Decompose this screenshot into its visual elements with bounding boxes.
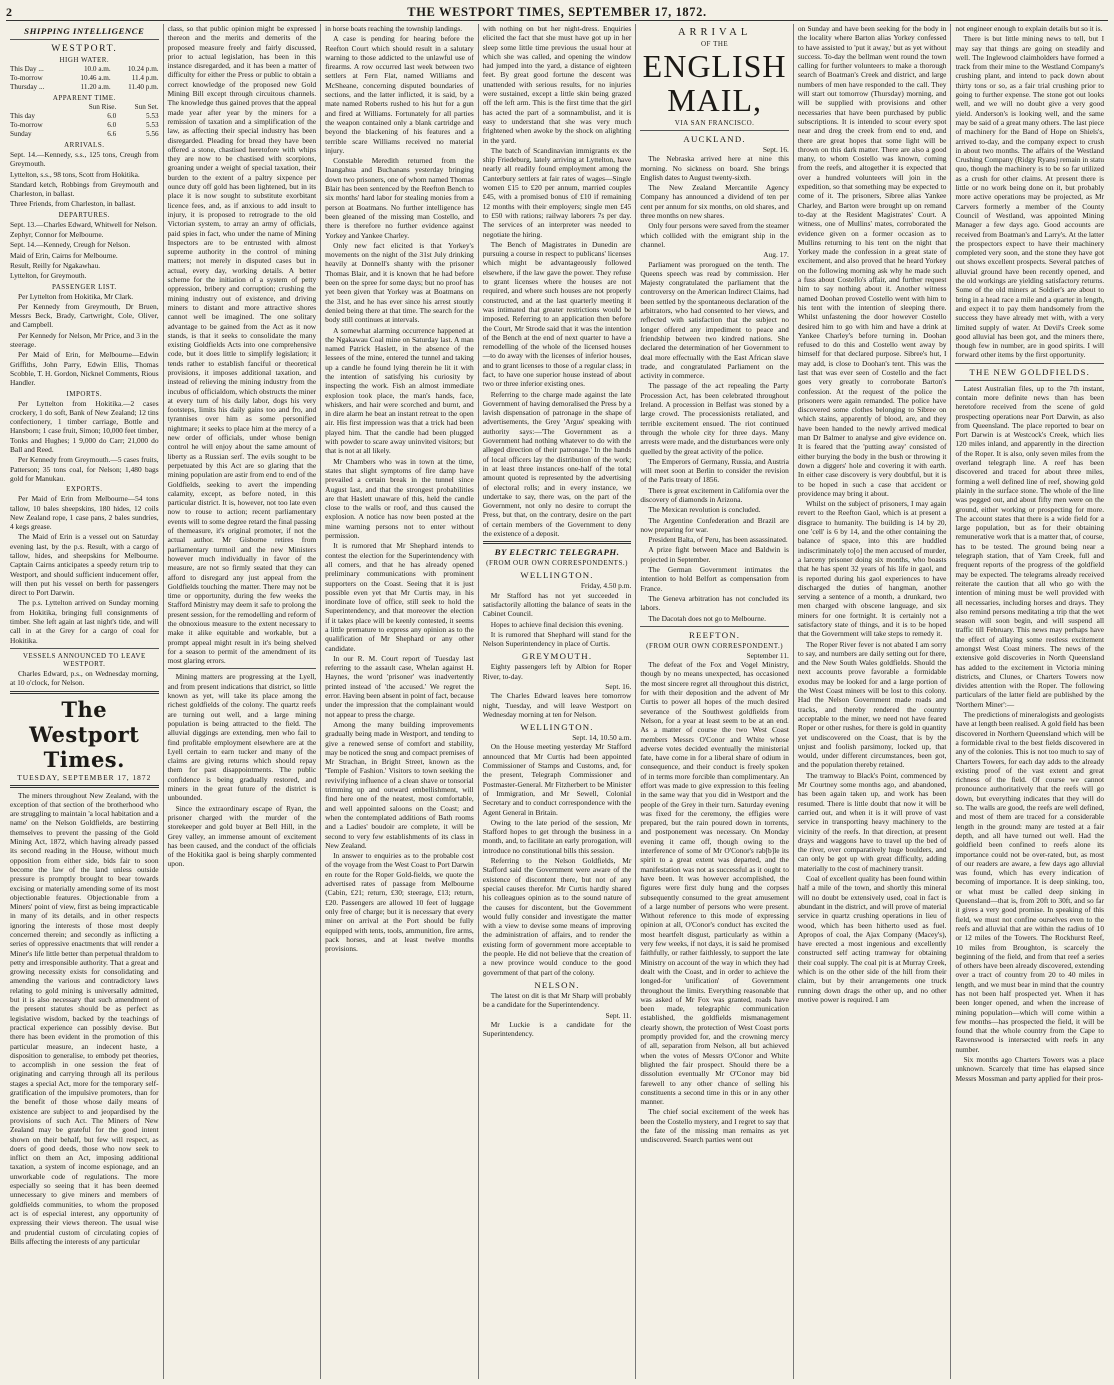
list-item: Maid of Erin, Cairns for Melbourne. (10, 250, 118, 260)
dispatch-date: Sept. 14, 10.50 a.m. (572, 733, 632, 743)
telegraph-subtitle: (FROM OUR OWN CORRESPONDENTS.) (486, 559, 628, 568)
dateline-wellington-2: WELLINGTON. (520, 722, 594, 733)
dispatch-paragraph: A prize fight between Mace and Baldwin is projected in September. (640, 545, 789, 564)
article-paragraph: It is rumored that Mr Shephard intends to contest the election for the Superintendency with all comers, and that he has already opened preliminary communications with prominent supporters on the Coast. Seeing that it is just possible even yet that Mr Curtis may, in his inordinate love of office, still seek to hold the Superintendency, and that moreover the election if it takes place will be keenly contested, it seems a little premature to express any opinion as to the qualification of Mr Shephard or any other candidate. (325, 541, 474, 653)
list-item: Per Kennedy from Greymouth, Dr Bruen, Messrs Beck, Brady, Cartwright, Cole, Oliver, and Campbell. (10, 301, 159, 330)
dispatch-date: Sept. 16. (605, 682, 632, 691)
article-paragraph: Among the many building improvements gradually being made in Westport, and tending to give a renewed sense of comfort and stability, may be noticed the snug and compact premises of Mr Strachan, in Bright Street, known as the 'Temple of Fashion.' Visitors to town seeking the revivifying influence of a clean shave or tonsorial trimming up and outward embellishment, will find here one of the neatest, most comfortable, and well appointed saloons on the Coast; and when the contemplated additions of Bath rooms and a Ladies' boudoir are complete, it will be second to very few establishments of its class in New Zealand. (325, 719, 474, 850)
article-paragraph: In our R. M. Court report of Tuesday last referring to the assault case, Whelan against H. Haynes, the word 'prisoner' was inadvertently printed instead of 'the accused.' We regret the error. Having been absent in point of fact, because under the impression that the complainant would not appear to press the charge. (325, 653, 474, 719)
list-item: Zephyr, Connor for Melbourne. (10, 230, 104, 240)
list-item: Lyttelton, s.s., 98 tons, Scott from Hokitika. (10, 169, 140, 179)
list-item: Sept. 13.—Charles Edward, Whitwell for Nelson. (10, 219, 158, 229)
dispatch-paragraph: The Charles Edward leaves here tomorrow night, Tuesday, and will leave Westport on Wednesday morning at ten for Nelson. (482, 691, 632, 719)
dateline-auckland: AUCKLAND. (683, 134, 746, 144)
telegraph-title: BY ELECTRIC TELEGRAPH. (494, 547, 620, 558)
dispatch-paragraph: The passage of the act repealing the Party Procession Act, has been celebrated throughout Ireland. A procession in Belfast was stoned by a large crowd. The processionists retaliated, and terrible excitement ensued. The riot continued through the whole city for three days. Many arrests were made, and the disturbances were only quelled by the great activity of the police. (640, 381, 789, 456)
running-title: THE WESTPORT TIMES, SEPTEMBER 17, 1872. (407, 5, 707, 19)
article-paragraph: Constable Meredith returned from the Inangahua and Buchanans yesterday bringing down two prisoners, one of whom named Thomas Blair has been sentenced by the Reefton Bench to six months' hard labor for stealing monies from a person at Boatmans. No further intelligence has been gleaned of the missing man Costello, and there is therefore no further evidence against Yorkey and Yankee Charley. (325, 156, 474, 240)
column-6 (794, 24, 952, 1379)
departures-title: DEPARTURES. (58, 210, 110, 219)
list-item: Per Maid of Erin from Melbourne—54 tons tallow, 10 bales sheepskins, 180 hides, 12 coils New Zealand rope, 1 case pans, 2 bales sundries, 4 kegs grease. (10, 494, 159, 532)
dispatch-paragraph: The chief social excitement of the week has been the Costello mystery, and I regret to say that the fate of the missing man remains as yet undiscovered. Search parties went out (640, 1107, 789, 1145)
article-paragraph: Referring to the charge made against the late Government of having demoralised the Press by a lavish dispensation of patronage in the shape of advertisements, the Grey 'Argus' speaking with authority says:—'The Government as a Government had nothing whatever to do with the alleged direction of their patronage.' In the hands of local officers lay the distribution of the work; in at least three instances one-half of the total amount quoted is represented by the advertising of electoral rolls; and in every instance, we undertake to say, there was, on the part of the Government, not only no desire to corrupt the Press, but that, on the contrary, desire on the part of certain members of the Government to deny the existence of a deposit. (482, 389, 632, 539)
apparent-time-title: APPARENT TIME. (52, 94, 116, 102)
list-item: Result, Reilly for Ngakawhau. (10, 260, 101, 270)
page-number: 2 (6, 5, 12, 19)
dispatch-date: Friday, 4.50 p.m. (580, 581, 632, 591)
dispatch-paragraph: The Emperors of Germany, Russia, and Austria will meet soon at Berlin to consider the revision of the Paris treaty of 1856. (640, 456, 789, 485)
column-1 (6, 24, 164, 1379)
dispatch-date: Aug. 17. (763, 250, 789, 260)
paper-title: The Westport Times. (29, 696, 140, 772)
table-row: To-morrow 10.46 a.m. 11.4 p.m. (10, 74, 159, 82)
dateline-nelson: NELSON. (534, 979, 580, 990)
list-item: Per Kennedy for Nelson, Mr Price, and 3 in the steerage. (10, 330, 159, 350)
article-paragraph: Mr Chambers who was in town at the time, states that slight symptoms of fire damp have prevailed a certain break in the tunnel since August last, and that the strongest probabilities are that Haslett unaware of this, held the candle close to the walls or roof, and thus caused the explosion. A notice has now been posted at the mine warning persons not to enter without permission. (325, 456, 474, 541)
shipping-title: SHIPPING INTELLIGENCE (24, 26, 145, 36)
article-paragraph: Six months ago Charters Towers was a place unknown. Scarcely that time has elapsed since Messrs Mossman and party applied for their pros- (955, 1055, 1105, 1083)
dispatch-paragraph: Parliament was prorogued on the tenth. The Queens speech was read by commission. Her Majesty congratulated the parliament that the controversy on the American Indirect Claims, had been settled by the spontaneous declaration of the arbitrators, who had consented to her views, and reflected with satisfaction that the subject no longer offered any impediment to peace and friendship between two kindred nations. She declared the determination of her Government to deal more effectually with the East African slave trade, and congratulated Parliament on the activity in commerce. (640, 259, 789, 381)
dateline-reefton: REEFTON. (688, 629, 741, 640)
table-row: Sun Rise. Sun Set. (88, 103, 159, 111)
table-row: Thursday ... 11.20 a.m. 11.40 p.m. (10, 83, 159, 91)
english-mail-title: ENGLISH MAIL, (642, 48, 787, 118)
list-item: Sept. 14.—Kennedy, Creugh for Nelson. (10, 240, 131, 250)
imports-title: IMPORTS. (66, 389, 103, 398)
dispatch-paragraph: The Argentine Confederation and Brazil are now preparing for war. (640, 515, 789, 534)
column-7 (951, 24, 1108, 1379)
dispatch-paragraph: The German Government intimates the intention to hold Belfort as compensation from France. (640, 565, 789, 593)
dateline-wellington: WELLINGTON. (520, 570, 594, 581)
of-the-label: OF THE (701, 40, 729, 48)
article-paragraph: on Sunday and have been seeking for the body in the locality where Barton alias Yorkey confessed to have assisted to 'put it away,' but as yet without success. To-day the bellman went round the town calling for further volunteers to make a thorough search of Boatman's Creek and district, and large numbers of men have responded to the call. They will start out tomorrow (Thursday) morning, and will be supplied with provisions and other necessaries that have been purchased by public subscriptions. It is intended to scour every spot near and dreg the creek from end to end, and there are great hopes that some light will be thrown on this dark matter. There are also a good many, to whom Costello was known, coming from the reefs, and altogether it is expected that over a hundred volunteers will join in the expedition, so that something may be expected to come of it. The prisoners, Sibree alias Yankee Charley, and Barton were brought up on remand to-day at the Resident Magistrates' Court. A witness, one of Mullins' mates, corroborated the evidence given on a former occasion as to Mullins returning to his tent on the night that Yorkey made the confession in a great state of excitement, and also proved that he heard Yorkey on the following morning ask why he made such a fuss about Costello's affair, and further request him to say nothing about it. Another witness named Doohan proved Costello went with him to his tent with the intention of sleeping there. Whilst unfastening the door however Costello desired him to go with him and have a drink at Yankee Charley's before turning in. Doohan refused to do this and Costello went away by himself for that declared purpose. Sibree's hut, I may add, is close to Doohan's tent. This was the last that was ever seen of Costello and the fact goes very greatly to corroborate Barton's confession. At the request of the police the prisoners were again remanded. The police have discovered some clothes belonging to Sibree on which stains, apparently of blood, are, and they have been handed to the newly arrived medical man Dr Balmer to analyse and give evidence on. It is feared that the 'putting away' consisted of either burying the body in the bush or throwing it down a diggers' hole and covering it with earth. In either case discovery is very doubtful, but it is to be hoped in such a case that accident or providence may bring it about. (797, 24, 947, 498)
exports-title: EXPORTS. (66, 485, 103, 494)
vessels-text: Charles Edward, p.s., on Wednesday morning, at 10 o'clock, for Nelson. (10, 668, 159, 688)
article-paragraph: class, so that public opinion might be expressed thereon and the merits and demerits of the proposed measure freely and fairly discussed, prior to actual legislation, has been in this instance disregarded, and it has been a matter of difficulty for either the Press or public to obtain a correct knowledge of the proposed new Gold Mining Bill except through circuitous channels. The knowledge thus gained proves that the appeal made year after year by the miners for a remission of taxation and a simplification of the law, as affecting their special industry has been disregarded. Pleading for bread they have been offered a stone, chastised heretofore with whips they are now to be chastised with scorpions, groaning under a weight of special taxation, their burden to the extent of a paltry sixpence per ounce duty off gold has been lightened, but in its place it is now sought to substitute exorbitant licence fees, and, as if anxious to add insult to injury, it is proposed to retrograde to the old Victorian system, to array an army of officials, paid spies in fact, who under the name of Mining Inspectors are to be entrusted with almost supreme authority in the control of mining matters; not merely in disputed cases but in actual, every day, working details. A better scheme for the initiation of a system of petty oppression, bribery and corruption; crushing the mining industry out of existence, and driving miners to distant and more attractive shores cannot well be imagined. The one solitary advantage to be gained from the Act as it now stands, is that it seeks to consolidate the many existing Goldfields Acts into one comprehensive code, but it does little to simplify legislation; it tends rather to establish fanciful or theoretical provisions, it imposes additional taxation, and instead of relieving the mining industry from the incubus of officialdom, which obstructs the miner at every turn of his daily labor, dogs his very footsteps, limits his daily gains too and fro, and tyrannises over him as some personified nightmare; it seeks to place him at the mercy of a new order of officials, under whose benign control he will enjoy about the same amount of liberty as a Russian serf. The evils sought to be perpetuated by this Act are so glaring that the mining population are astir from end to end of the Goldfields, seeking to avert the impending calamity, except, as before noted, in this particular district. It is, however, not too late even now to rouse to action; recent parliamentary events will to some degree retard the final passing of themeasure, it's original promoter, if not the actual author. Mr Gisborne retires from parliamentary turmoil and the new Ministers however much individually in favor of the measure, are not so firmly seated that they can afford to disregard any just appeal from the Goldfields touching the matter. There may not be time or opportunity, during the few weeks the Stafford Ministry may deem it safe to prolong the present session, for the remodelling and reform of the obnoxious measure to the extent necessary to make it alike equitable and workable, but a prompt appeal might result in it's being shelved for a season to permit of the amendment of its most glaring errors. (167, 24, 317, 666)
columns (6, 24, 1108, 1379)
column-2 (164, 24, 322, 1379)
passenger-title: PASSENGER LIST. (51, 282, 117, 291)
dispatch-date: September 11. (746, 650, 789, 660)
article-paragraph: Whilst on the subject of prisoners, I may again revert to the Reefton Gaol, which is at present a disgrace to humanity. The building is 14 by 20, one 'cell' is 6 by 14, and the other containing the balance of space, into this are huddled indiscriminately to[o] the men accused of murder, a larceny prisoner doing six months, who boasts that he has spent 32 years of his life in gaol, and is reported during his gaol experiences to have discharged the duties of hangman, another serving a sentence of a month, a drunkard, two men charged with obscene language, and six miners for one fortnight. It is certainly not a satisfactory state of things, and it is to be hoped that the Government will take steps to remedy it. (797, 499, 947, 639)
article-paragraph: Only new fact elicited is that Yorkey's movements on the night of the 31st July drinking heavily at Donnell's shanty with the prisoner Thomas Blair, and it is known that he had before been on the spree for some days; but no proof has yet been given that Yorkey was at Boatmans on the 31st, and he has ever since his arrest stoutly denied being there at that time. The search for the body still continues at intervals. (325, 240, 474, 325)
article-paragraph: Latest Australian files, up to the 7th instant, contain more definite news than has been heretofore received from the scene of gold prospecting operations near Port Darwin, as also from Queensland. The place reported to bear on Port Darwin is at Westcock's Creek, which lies 120 miles inland, and apparently in the direction of the Roper. It is also, only seven miles from the overland telegraph line. A reef has been discovered and traced for about three miles, forming a well defined line of reef, showing gold plainly in the surface stone. The whole of the line was pegged out, and about fifty men were on the ground, either working or prospecting for more. The account states that there is a wide field for a large population, but as for their obtaining remunerative work that is a matter that, of course, has to be tested. The ground being near a telegraph station, that of Yam Creek, full and frequent reports of the progress of the goldfield may be expected. The telegrams already received reiterate the caution that all who go with the intention of mining must be well provided with all necessaries, including horses and drays. They also remind persons meditating a trip that the wet season will soon begin, and will suspend all traffic till February. This news may perhaps have the effect of allaying some restless excitement amongst West Coast miners. The news of the extensive gold discoveries in North Queensland has added to the excitement in Victoria mining districts, and Clunes, or Charters Towers now divides attention with the Roper. The following particulars of the latter field are published by the 'Northern Miner':— (955, 383, 1105, 709)
dispatch-paragraph: The Geneva arbitration has not concluded its labors. (640, 593, 789, 613)
article-paragraph: The Bench of Magistrates in Dunedin are pursuing a course in respect to publicans' licenses which might be advantageously followed elsewhere, if the law gave the power. They refuse to grant licenses where the houses are not required, and where such houses are not properly constructed, and at the last quarterly meeting it was intimated that greater restrictions would be imposed. Referring to an application then before the Court, Mr Strode said that it was the intention of the Bench at the end of next quarter to have a remodelling of the whole of the licensed houses—to do away with the licenses of inferior houses, and to grant licenses to those of a regular class; in fact, to have one superior house instead of about two or three inferior existing ones. (482, 239, 632, 389)
dispatch-paragraph: Eighty passengers left by Albion for Roper River, to-day. (482, 662, 632, 681)
running-header (6, 4, 1108, 21)
column-5 (636, 24, 794, 1379)
dispatch-paragraph: The New Zealand Mercantile Agency Company has announced a dividend of ten per cent per annum for six months, on old shares, and three months on new shares. (640, 183, 789, 221)
table-row: This day 6.0 5.53 (10, 112, 159, 120)
arrivals-title: ARRIVALS. (64, 141, 105, 149)
article-paragraph: Coal of excellent quality has been found within half a mile of the town, and shortly this mineral will no doubt be extensively used, coal in fact is abundant in the district, and will prove of material service in quartz crushing operations in lieu of wood, which has been hitherto used as fuel. Apropos of coal, the Ajax Company (Macey's), have erected a most ingenious and excellently constructed self acting tramway for obtaining their coal supply. The coal pit is at Murray Creek, which is on the other side of the hill from their claim, but by their arrangements one truck running down drags the other up, and no other motive power is required. I am (797, 874, 947, 1004)
via-label: VIA SAN FRANCISCO. (674, 119, 755, 127)
port-title: WESTPORT. (51, 43, 118, 54)
list-item: Sept. 14.—Kennedy, s.s., 125 tons, Creugh from Greymouth. (10, 150, 159, 169)
article-paragraph: The predictions of mineralogists and geologists have at length been realised. A gold field has been discovered in Northern Queensland which will be a formidable rival to the best fields discovered in any of the colonies. This is not too much to say of Charters Towers, for each day adds to the already existing proof of the vast extent and great richness of the field. Of course we cannot pronounce authoritatively that the reefs will go down, but everything indicates that they will do so. The walls are good, the reefs are well defined, and most of them are traced for a considerable length in the ground: many are tested at a fair depth, and all have turned out well. Had the goldfield been confined to reefs alone its importance could not be over-rated, but, as most of our readers are aware, a few days ago alluvial was found, which has every indication of becoming of importance. It is deep sinking, too, or what must be called deep sinking in Queensland—that is, from 20ft to 30ft, and so far it gives a very good promise. In speaking of this field, we must not confine ourselves even to the reefs and alluvial that are within the radius of 10 or 12 miles of the Towers. The Rockhurst Reef, 10 miles from Broughton, is scarcely the beginning of the field, and from that reef a series of others have been already discovered, extending over a tract of country from 20 to 40 miles in length, and we must bear in mind that the country has not been half prospected yet. When it has been longer opened, and when the increase of mining population—which will come within a few months—has prospected the field, it will be found that the whole country from the Cape to Ravenswood is intersected with reefs in any number. (955, 710, 1105, 1054)
article-paragraph: The tramway to Black's Point, commenced by Mr Courtney some months ago, and abandoned, has been again taken up, and work has been resumed. There is little doubt that now it will be carried out, and when it is it will prove of vast service in transporting heavy machinery to the vicinity of the reefs. In that direction, at present drays and waggons have to travel up the bed of the river, over comparatively huge boulders, and can only be got up with great difficulty, adding materially to the cost of machinery transit. (797, 770, 947, 873)
editorial-text: The miners throughout New Zealand, with the exception of that section of the brotherhood who are struggling to maintain 'a local habitation and a name' on the Nelson Goldfields, are bestirring themselves to prevent the passing of the Gold Mining Act, 1872, which having already passed its second reading in the House, without much opposition from either side, bids fair to soon become the law of the land unless outside pressure is promptly brought to bear towards excising or materially amending some of its most objectionable features. Objectionable from a Miners' point of view, first as being impracticable in many of its details, and in other respects ignoring the interests of those most deeply concerned therein; and secondly as inflicting a series of oppressive enactments that will render a Miner's life little better than perpetual thraldom to petty and irresponsible authority. That a great and growing necessity exists for consolidating and amending the various and contradictory laws relating to gold mining is universally admitted, but it is also necessary that such amendment of the present statutes should be as perfect as legislative wisdom, backed by the teachings of practical experience can possibly devise. But there has been evident in the promotion of this particular measure, an indecent haste, a disposition to generalise, to embody pet theories, to accomplish in one session the feat of originating and carrying through all its perilous stages a special Act, more for the temporary self-gratification of the impulsive promoters, than for the benefit of those whose daily means of existence are subject to and jeopardised by the provisions of such Act. The Miners of New Zealand may be grateful for the good intent shown on their behalf, but few will respect, as doers of good deeds, those who now seek to inflict on them an Act, imposing additional taxation, a system of income espionage, and an unworkable code of regulations. The more especially so seeing that it has been deemed unnecessary to give miners and members of goldfields communities, to whom the proposed act is of especial interest, any opportunity of expressing their views thereon. The usual wise and prudential custom of circulating copies of Bills affecting the interests of any particular (10, 790, 159, 1246)
arrival-title: ARRIVAL (677, 27, 752, 38)
vessels-title: VESSELS ANNOUNCED TO LEAVE WESTPORT. (22, 651, 146, 668)
article-paragraph: A somewhat alarming occurrence happened at the Ngakawau Coal mine on Saturday last. A man named Patrick Haslett, in the absence of the lessees of the mine, entered the tunnel and taking up a candle he found lying therein he lit it with the intention of satisfying his curiosity by inspecting the work. Fish an almost immediate explosion took place, the man's hands, face, whiskers, and hair were scorched and burnt, and in dire alarm he beat an instant retreat to the open air. His first impression was that a trick had been played him. That the candle had been plugged with powder to scare away uninvited visitors; but that is not at all likely. (325, 325, 474, 456)
list-item: Per Lyttelton from Hokitika, Mr Clark. (18, 291, 134, 301)
dispatch-paragraph: President Balta, of Peru, has been assassinated. (648, 535, 788, 545)
article-paragraph: in horse boats reaching the township landings. (325, 24, 463, 33)
dispatch-date: Sept. 11. (605, 1010, 632, 1020)
article-paragraph: A case is pending for hearing before the Reefton Court which should result in a salutary warning to those addicted to the unlawful use of firearms. A row occurred last week between two settlers at Fern Flat, named Williams and McSheane, concerning disputed boundaries of sections, and the latter inflicted, it is said, by a mate named Roberts rushed to his hut for a gun and fired at Williams. Fortunately for all parties the weapon contained only a blank cartridge and beyond the blackening of his features and a terrible scare Williams received no material injury. (325, 34, 474, 155)
high-water-table (10, 65, 159, 92)
dispatch-paragraph: The Nebraska arrived here at nine this morning. No sickness on board. She brings English dates to August twenty-sixth. (640, 154, 789, 182)
dispatch-paragraph: Mr Luckie is a candidate for the Superintendency. (482, 1019, 632, 1039)
article-paragraph: The batch of Scandinavian immigrants ex the ship Friedeburg, lately arriving at Lyttelton, have nearly all readily found employment among the Canterbury settlers at fair rates of wages—Single women £15 to £20 per annum, married couples £45, with a promised bonus of £10 if remaining 12 months with their employers; single men £45 to £50 with rations; railway laborers 7s per day. The services of an interpreter was needed to negotiate the hiring. (482, 145, 632, 239)
list-item: Standard ketch, Robbings from Greymouth and Charleston, in ballast. (10, 179, 159, 199)
list-item: The Maid of Erin is a vessel out on Saturday evening last, by the p.s. Result, with a cargo of tallow, hides, and sheepskins for Melbourne. Captain Cairns anticipates a speedy return trip to Westport, and should sufficient inducement offer, will then put his vessel on berth for passengers direct to Port Darwin. (10, 532, 159, 598)
article-paragraph: The Roper River fever is not abated I am sorry to say, and numbers are daily setting out for there, and the New South Wales goldfields. Should the next accounts prove favorable a formidable exodus may be looked for and a large portion of the West Coast miners will be lost to this colony. Had the Nelson Government made roads and tracks, and thereby rendered the country acceptable to the miner, we need not have feared Roper or other rushes, for there is gold in quantity yet undiscovered on the Coast, that is by the unjust and foolish parsimony, locked up, that would, under different circumstances, been got, and the population thereby retained. (797, 639, 947, 770)
dispatch-paragraph: On the House meeting yesterday Mr Stafford announced that Mr Curtis had been appointed Commissioner of Stamps and Customs, and, for the present, Telegraph Commissioner and Postmaster-General. Mr Fitzherbert to be Minister of Immigration, and Mr Sewell, Colonial Secretary and to conduct correspondence with the Agent General in Britain. (482, 742, 632, 817)
table-row: Sunday 6.6 5.56 (10, 130, 159, 138)
article-paragraph: Since the extraordinary escape of Ryan, the prisoner charged with the murder of the storekeeper and gold buyer at Bell Hill, in the Grey valley, an immense amount of excitement has been caused, and the conduct of the officials of the Hokitika gaol is being sharply commented upon. (167, 803, 317, 869)
list-item: Per Maid of Erin, for Melbourne—Edwin Griffiths, John Parry, Edwin Ellis, Thomas Scobble, T. H. Gordon, Nicknel Comments, Rious Handler. (10, 350, 159, 388)
article-paragraph: with nothing on but her night-dress. Enquiries elicited the fact that she must have got up in her sleep some little time previous the usual hour at which she was called, and opening the window had jumped into the yard, a distance of eighteen feet. By great good fortune the descent was unattended with serious results, for no injuries were sustained, except a little skin being grazed off the left arm. This is the first time that the girl has acted the part of a somnambulist, and it is easy to understand that she was very much frightened when awoke by the shock on alighting in the yard. (482, 24, 632, 145)
article-paragraph: not engineer enough to explain details but so it is. (955, 24, 1103, 33)
apparent-time-table (10, 103, 159, 139)
dispatch-paragraph: Hopes to achieve final decision this evening. (490, 619, 624, 629)
high-water-title: HIGH WATER. (59, 56, 110, 64)
dateline-greymouth: GREYMOUTH. (521, 651, 593, 662)
article-paragraph: In answer to enquiries as to the probable cost of the voyage from the West Coast to Port Darwin en route for the Roper Gold-fields, we quote the advertised rates of passage from Melbourne (Cabin, £21; return, £30; steerage, £13; return, £20. Passengers are allowed 10 feet of luggage only free of charge; but it is necessary that every miner on arrival at the Port should be fully equipped with tents, tools, ammunition, fire arms, pack horses, and at least twelve months provisions. (325, 851, 474, 954)
table-row: This Day ... 10.0 a.m. 10.24 p.m. (10, 65, 159, 73)
dispatch-paragraph: There is great excitement in California over the discovery of diamonds in Arizona. (640, 485, 789, 504)
list-item: The p.s. Lyttelton arrived on Sunday morning from Hokitika, bringing full consignments of timber. She left again at last night's tide, and will call in at the Grey for a cargo of coal for Hokitika. (10, 598, 159, 645)
dispatch-paragraph: Owing to the late period of the session, Mr Stafford hopes to get through the business in a month, and, to facilitate an early prorogation, will introduce no constitutional bills this session. (482, 817, 632, 855)
goldfields-title: THE NEW GOLDFIELDS. (969, 366, 1091, 377)
dispatch-paragraph: The defeat of the Fox and Vogel Ministry, though by no means unexpected, has occasioned the most sincere regret all throughout this district, for with their deposition and the advent of Mr Curtis to power all hopes of the much desired severance of the Southwest goldfields from Nelson, for a year at least seem to be at an end. As a matter of course the two West Coast members Messrs O'Conor and White whose adverse votes decided eventually the ministerial fate, have come in for a liberal share of odium in consequence, and their conduct is freely spoken of in terms more forcible than complimentary. An effort was made to give expression to this feeling in the same way that you did in Westport and the people of the Grey in their turn. Saturday evening was fixed for the ceremony, the effigies were prepared, but the rain poured down in torrents, and postponement was necessary. On Monday evening it came off, though owing to the interference of some of Mr O'Conor's rab[b]le its spirit to a great extent was departed, and the manifestation was not as successful as it ought to have been. It was however accomplished, the figures were first duly hung and the corpses subsequently consumed to the great amusement of a large number of persons who were present. Without reference to this mode of expressing opinion at all, O'Conor's conduct has excited the most heartfelt disgust, particularly as within a very few weeks, if not days, it is said he promised faithfully, or rather faithlessly, to support the late Ministry on account of the way in which they had dealt with the Coast, and in order to achieve the longed-for 'unification' of Government throughout the limits. Everything reasonable that was asked of Mr Fox was granted, roads have been made, telegraphic communication established, the goldfields mismanagement clearly shown, the protection of West Coast ports promptly provided for, and the crowning mercy of all, separation from Nelson, all but achieved when the votes of Messrs O'Conor and White blighted the fair prospect. Should there be a dissolution eventually Mr O'Conor may bid farewell to any other chance of selling his constituents a second time in this or in any other manner. (640, 660, 789, 1107)
dispatch-date: Sept. 16. (762, 145, 789, 154)
table-row: To-morrow 6.0 5.53 (10, 121, 159, 129)
dispatch-paragraph: The Mexican revolution is concluded. (648, 505, 761, 515)
column-4 (479, 24, 637, 1379)
article-paragraph: There is but little mining news to tell, but I may say that things are going on steadily and well. The Inglewood claimholders have formed a track from their mine to the Westland Company's crushing plant, and intend to pack down about thirty tons or so, as a fair trial crushing prior to going to further expense. The stone got out looks well, and we will no doubt give a very good yield. Anderson's is looking well, and the same may be said of a great many others. The last piece of machinery for the Band of Hope on Shiels's, arrived to-day, and the company expect to crush in about two months. The affairs of the Westland Crushing Company (Ridgy Ryans) remain in statu quo, though the machinery is to be so far utilized as a crush for other claims. At present there is little or no work being done on it, but probably more active operations may be projected, as Mr Carvers formerly a member of the County Council of Westland, was appointed Mining Manager a few days ago. Good accounts are received from Boatman's and Larry's. At the latter the prospectors expect to have their machinery completed very soon, and the stone they have got out shows excellent prospects. Several patches of alluvial ground have been recently opened, and the old workings are yielding satisfactory returns. Some of the old miners at Soldier's are about to bring in a head race a mile and a quarter in length, and expect it to pay them handsomely from the success they have already met with, with a very limited supply of water. At Devil's Creek some good alluvial has been got, and the miners there, though few in number, are in good spirits. I will forward other items by the first opportunity. (955, 34, 1105, 360)
dispatch-paragraph: Mr Stafford has not yet succeeded in satisfactorily allotting the balance of seats in the Cabinet Council. (482, 590, 632, 619)
correspondent-label: (FROM OUR OWN CORRESPONDENT.) (646, 641, 784, 650)
dispatch-paragraph: The latest on dit is that Mr Sharp will probably be a candidate for the Superintendency. (482, 990, 632, 1010)
list-item: Three Friends, from Charleston, in ballast. (10, 199, 136, 209)
column-3 (321, 24, 479, 1379)
article-paragraph: Mining matters are progressing at the Lyell, and from present indications that district, so little known as yet, will take its place among the richest goldfields of the colony. The quartz reefs are turning out well, and a large mining population is being attracted to the field. The alluvial diggings are extending, men who fail to find profitable employment elsewhere are at the Lyell certain to earn tucker and many of the claims are giving returns which should repay them for past disappointments. The public confidence is being gradually restored, and miners in the great future of the district is unbounded. (167, 672, 317, 803)
dispatch-paragraph: It is rumored that Shephard will stand for the Nelson Superintendency in place of Curtis. (482, 629, 632, 649)
paper-date: TUESDAY, SEPTEMBER 17, 1872 (17, 772, 152, 782)
dispatch-paragraph: Only four persons were saved from the steamer which collided with the emigrant ship in the channel. (640, 221, 789, 249)
dispatch-paragraph: Referring to the Nelson Goldfields, Mr Stafford said the Government were aware of the existence of discontent there, but not of any special causes therefor. Mr Curtis hardly shared his colleagues opinion as to the sound nature of the causes for discontent, but the Government would fully consider and investigate the matter with a view to devise some means of improving the administration of affairs, and to render the existing form of government more acceptable to the people. He did not believe that the creation of a new province would conduce to the good government of that part of the colony. (482, 856, 632, 977)
list-item: Per Kennedy from Greymouth.—5 cases fruits, Patterson; 35 tons coal, for Nelson; 1,480 bags gold for Manukau. (10, 455, 159, 483)
list-item: Lyttelton, for Greymouth. (10, 271, 87, 281)
list-item: Per Lyttelton from Hokitika.—2 cases crockery, 1 do soft, Bank of New Zealand; 12 tins confectionery, 1 timber carriage, Bottle and Hansborn; 1 case fruit, Simon; 10,000 feet timber, Tonks and Hughes; 1 9,000 do Carr; 21,000 do Ball and Reed. (10, 398, 159, 455)
dispatch-paragraph: The Dacotah does not go to Melbourne. (648, 613, 766, 623)
